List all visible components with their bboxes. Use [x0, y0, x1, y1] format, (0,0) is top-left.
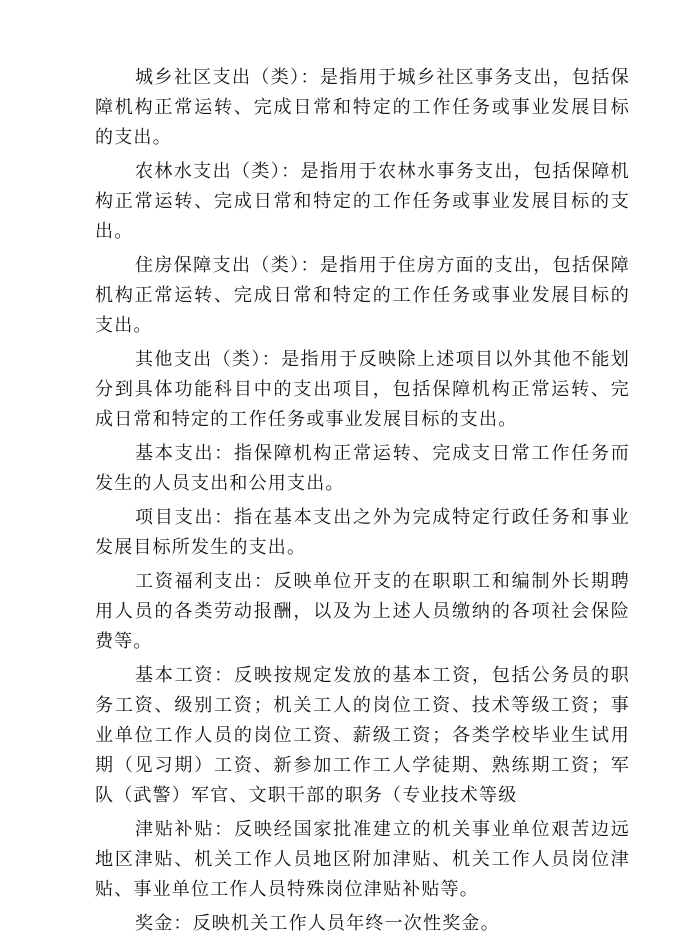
- paragraph-wages-welfare: 工资福利支出：反映单位开支的在职职工和编制外长期聘用人员的各类劳动报酬，以及为上述人员缴纳的各项社会保险费等。: [95, 571, 630, 652]
- paragraph-basic-wages: 基本工资：反映按规定发放的基本工资，包括公务员的职务工资、级别工资；机关工人的岗位工资、技术等级工资；事业单位工作人员的岗位工资、薪级工资；各类学校毕业生试用期（见习期）工资、新参加工作工人学徒期、熟练期工资；军队（武警）军官、文职干部的职务（专业技术等级: [95, 665, 630, 806]
- paragraph-project-expenditure: 项目支出：指在基本支出之外为完成特定行政任务和事业发展目标所发生的支出。: [95, 507, 630, 558]
- document-body: [95, 63, 630, 943]
- paragraph-bonus: 奖金：反映机关工作人员年终一次性奖金。: [135, 913, 500, 934]
- paragraph-housing-security: 住房保障支出（类）：是指用于住房方面的支出，包括保障机构正常运转、完成日常和特定的工作任务或事业发展目标的支出。: [95, 255, 630, 336]
- paragraph-allowances: 津贴补贴：反映经国家批准建立的机关事业单位艰苦边远地区津贴、机关工作人员地区附加津贴、机关工作人员岗位津贴、事业单位工作人员特殊岗位津贴补贴等。: [95, 819, 630, 900]
- paragraph-basic-expenditure: 基本支出：指保障机构正常运转、完成支日常工作任务而发生的人员支出和公用支出。: [95, 443, 630, 494]
- paragraph-other-expenditure: 其他支出（类）：是指用于反映除上述项目以外其他不能划分到具体功能科目中的支出项目，包括保障机构正常运转、完成日常和特定的工作任务或事业发展目标的支出。: [95, 349, 630, 430]
- paragraph-urban-rural-community: 城乡社区支出（类）：是指用于城乡社区事务支出，包括保障机构正常运转、完成日常和特定的工作任务或事业发展目标的支出。: [95, 67, 630, 148]
- paragraph-agriculture-forestry-water: 农林水支出（类）：是指用于农林水事务支出，包括保障机构正常运转、完成日常和特定的工作任务或事业发展目标的支出。: [95, 161, 630, 242]
